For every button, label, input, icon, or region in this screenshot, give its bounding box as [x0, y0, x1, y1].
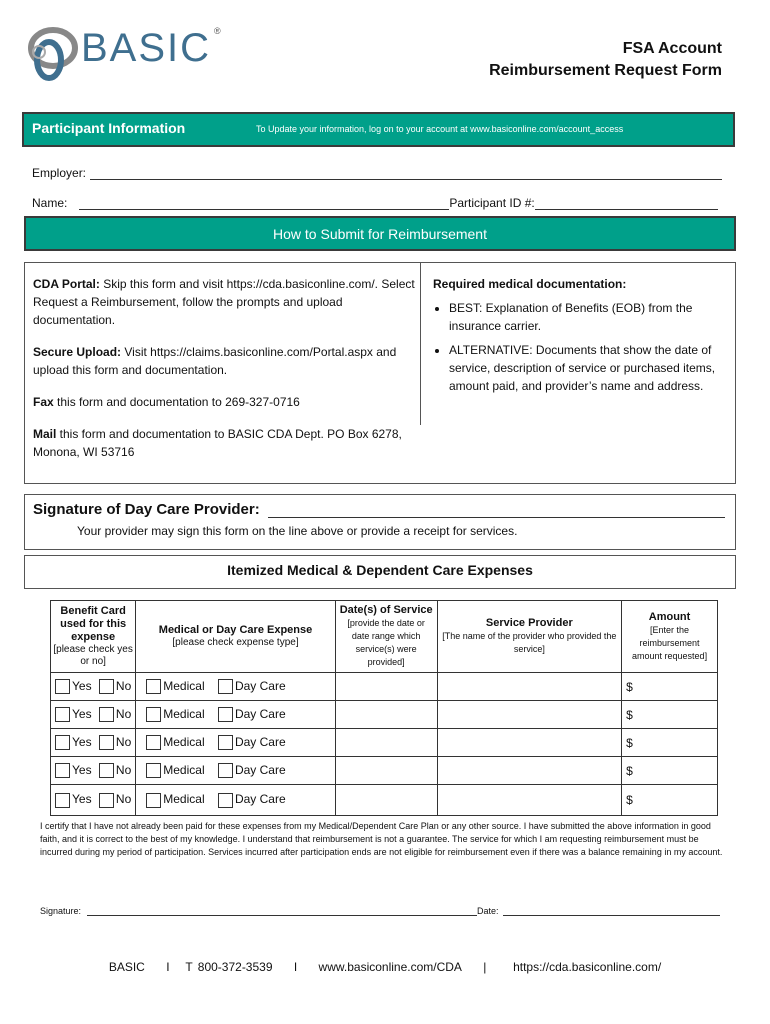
date-label: Date:	[477, 906, 499, 916]
service-provider-input[interactable]	[437, 729, 622, 757]
medical-checkbox[interactable]	[146, 707, 161, 722]
daycare-label: Day Care	[234, 678, 286, 693]
cda-instructions: CDA Portal: Skip this form and visit https://cda.basiconline.com/. Select Request a Reimbursement, follow the prompts and upload documentation.	[33, 277, 415, 327]
yes-label: Yes	[72, 678, 92, 693]
yes-checkbox[interactable]	[55, 793, 70, 808]
medical-checkbox[interactable]	[146, 793, 161, 808]
medical-checkbox[interactable]	[146, 679, 161, 694]
currency-symbol: $	[626, 793, 633, 807]
medical-label: Medical	[163, 678, 205, 693]
title-line2: Reimbursement Request Form	[489, 62, 722, 79]
service-provider-input[interactable]	[437, 757, 622, 785]
header-expense-type: Medical or Day Care Expense [please check expense type]	[136, 601, 336, 673]
instructions-box	[24, 262, 736, 484]
expense-type-cell	[136, 785, 336, 816]
daycare-checkbox[interactable]	[218, 707, 233, 722]
no-checkbox[interactable]	[99, 679, 114, 694]
provider-signature-box	[24, 494, 736, 550]
provider-signature-note: Your provider may sign this form on the line above or provide a receipt for services.	[77, 524, 518, 538]
instructions-left-column	[33, 275, 415, 461]
expenses-table	[50, 600, 718, 816]
upload-instructions: Secure Upload: Visit https://claims.basiconline.com/Portal.aspx and upload this form and documentation.	[33, 345, 397, 377]
yes-label: Yes	[72, 792, 92, 807]
signature-field[interactable]	[87, 906, 477, 916]
medical-checkbox[interactable]	[146, 763, 161, 778]
benefit-card-cell	[51, 785, 136, 816]
table-row	[51, 729, 718, 757]
itemized-heading: Itemized Medical & Dependent Care Expenses	[227, 562, 533, 578]
footer-cda-link[interactable]: https://cda.basiconline.com/	[513, 960, 662, 974]
footer	[0, 960, 770, 974]
no-label: No	[115, 762, 132, 777]
how-to-submit-header	[24, 216, 736, 251]
medical-label: Medical	[163, 762, 205, 777]
amount-input[interactable]	[622, 701, 718, 729]
participant-note: To Update your information, log on to your account at www.basiconline.com/account_access	[256, 124, 624, 134]
footer-web-link[interactable]: www.basiconline.com/CDA	[318, 960, 462, 974]
daycare-checkbox[interactable]	[218, 793, 233, 808]
currency-symbol: $	[626, 707, 633, 722]
yes-checkbox[interactable]	[55, 735, 70, 750]
certification-text: I certify that I have not already been paid for these expenses from my Medical/Dependent Care Plan or any other source. I have submitted the above information in good faith, and it is correct to the best of my knowledge. I understand that reimbursement is not a guarantee. The service for which I am requesting reimbursement must be incurred during my period of participation. Services incurred after participation ends are not eligible for reimbursement even if there was a balance remaining in my account.	[40, 821, 723, 857]
date-of-service-input[interactable]	[335, 729, 437, 757]
table-row	[51, 673, 718, 701]
service-provider-input[interactable]	[437, 785, 622, 816]
currency-symbol: $	[626, 679, 633, 694]
no-checkbox[interactable]	[99, 735, 114, 750]
benefit-card-cell	[51, 673, 136, 701]
how-heading: How to Submit for Reimbursement	[273, 226, 487, 242]
header-dates: Date(s) of Service [provide the date or date range which service(s) were provided]	[335, 601, 437, 673]
daycare-label: Day Care	[234, 762, 286, 777]
currency-symbol: $	[626, 763, 633, 778]
medical-label: Medical	[163, 792, 205, 807]
amount-input[interactable]	[622, 729, 718, 757]
signature-label: Signature:	[40, 906, 82, 916]
mail-instructions: Mail this form and documentation to BASIC CDA Dept. PO Box 6278, Monona, WI 53716	[33, 427, 402, 459]
daycare-label: Day Care	[234, 792, 286, 807]
no-checkbox[interactable]	[99, 763, 114, 778]
logo-swirl-icon	[25, 20, 81, 85]
no-checkbox[interactable]	[99, 707, 114, 722]
required-docs-heading: Required medical documentation:	[433, 277, 627, 291]
footer-company: BASIC	[108, 960, 145, 974]
fax-instructions: Fax this form and documentation to 269-327-0716	[33, 395, 300, 409]
date-of-service-input[interactable]	[335, 785, 437, 816]
participant-id-label: Participant ID #:	[449, 196, 535, 210]
yes-label: Yes	[72, 762, 92, 777]
registered-mark: ®	[214, 26, 221, 36]
table-row	[51, 757, 718, 785]
yes-label: Yes	[72, 734, 92, 749]
expense-type-cell	[136, 701, 336, 729]
signature-date-row	[40, 906, 720, 916]
daycare-label: Day Care	[234, 706, 286, 721]
yes-checkbox[interactable]	[55, 679, 70, 694]
benefit-card-cell	[51, 701, 136, 729]
service-provider-input[interactable]	[437, 673, 622, 701]
participant-heading: Participant Information	[32, 120, 186, 136]
amount-input[interactable]	[622, 785, 718, 816]
date-of-service-input[interactable]	[335, 673, 437, 701]
no-label: No	[115, 706, 132, 721]
footer-separator: I	[166, 960, 170, 974]
medical-checkbox[interactable]	[146, 735, 161, 750]
date-field[interactable]	[503, 906, 720, 916]
yes-checkbox[interactable]	[55, 763, 70, 778]
expense-type-cell	[136, 673, 336, 701]
currency-symbol: $	[626, 735, 633, 750]
header-benefit-card: Benefit Card used for this expense [please check yes or no]	[51, 601, 136, 673]
footer-phone: T 800-372-3539	[185, 960, 273, 974]
title-line1: FSA Account	[622, 40, 722, 57]
yes-checkbox[interactable]	[55, 707, 70, 722]
name-field[interactable]	[32, 196, 718, 210]
date-of-service-input[interactable]	[335, 757, 437, 785]
employer-field[interactable]	[32, 166, 722, 180]
form-title	[489, 38, 722, 82]
employer-label: Employer:	[32, 166, 87, 180]
medical-label: Medical	[163, 706, 205, 721]
header-amount: Amount [Enter the reimbursement amount requested]	[622, 601, 718, 673]
date-of-service-input[interactable]	[335, 701, 437, 729]
benefit-card-cell	[51, 757, 136, 785]
provider-signature-field[interactable]	[33, 501, 725, 518]
daycare-checkbox[interactable]	[218, 735, 233, 750]
provider-signature-label: Signature of Day Care Provider:	[33, 501, 260, 518]
daycare-label: Day Care	[234, 734, 286, 749]
participant-header	[22, 112, 735, 147]
footer-separator: |	[483, 960, 487, 974]
logo	[25, 20, 221, 85]
header-provider: Service Provider [The name of the provider who provided the service]	[437, 601, 622, 673]
yes-label: Yes	[72, 706, 92, 721]
table-row	[51, 785, 718, 816]
amount-input[interactable]	[622, 673, 718, 701]
amount-input[interactable]	[622, 757, 718, 785]
required-docs-list	[449, 299, 729, 395]
logo-text: BASIC	[81, 26, 212, 70]
required-doc-item: • BEST: Explanation of Benefits (EOB) from the insurance carrier.	[449, 299, 729, 335]
itemized-header	[24, 555, 736, 589]
expense-type-cell	[136, 729, 336, 757]
no-label: No	[115, 734, 132, 749]
name-label: Name:	[32, 196, 68, 210]
benefit-card-cell	[51, 729, 136, 757]
no-checkbox[interactable]	[99, 793, 114, 808]
daycare-checkbox[interactable]	[218, 763, 233, 778]
expense-type-cell	[136, 757, 336, 785]
footer-separator: I	[293, 960, 298, 974]
service-provider-input[interactable]	[437, 701, 622, 729]
medical-label: Medical	[163, 734, 205, 749]
required-doc-item: • ALTERNATIVE: Documents that show the date of service, description of service or purchased items, amount paid, and provider’s name and address.	[449, 341, 729, 395]
table-row	[51, 701, 718, 729]
no-label: No	[115, 792, 132, 807]
daycare-checkbox[interactable]	[218, 679, 233, 694]
no-label: No	[115, 678, 132, 693]
table-header-row	[51, 601, 718, 673]
